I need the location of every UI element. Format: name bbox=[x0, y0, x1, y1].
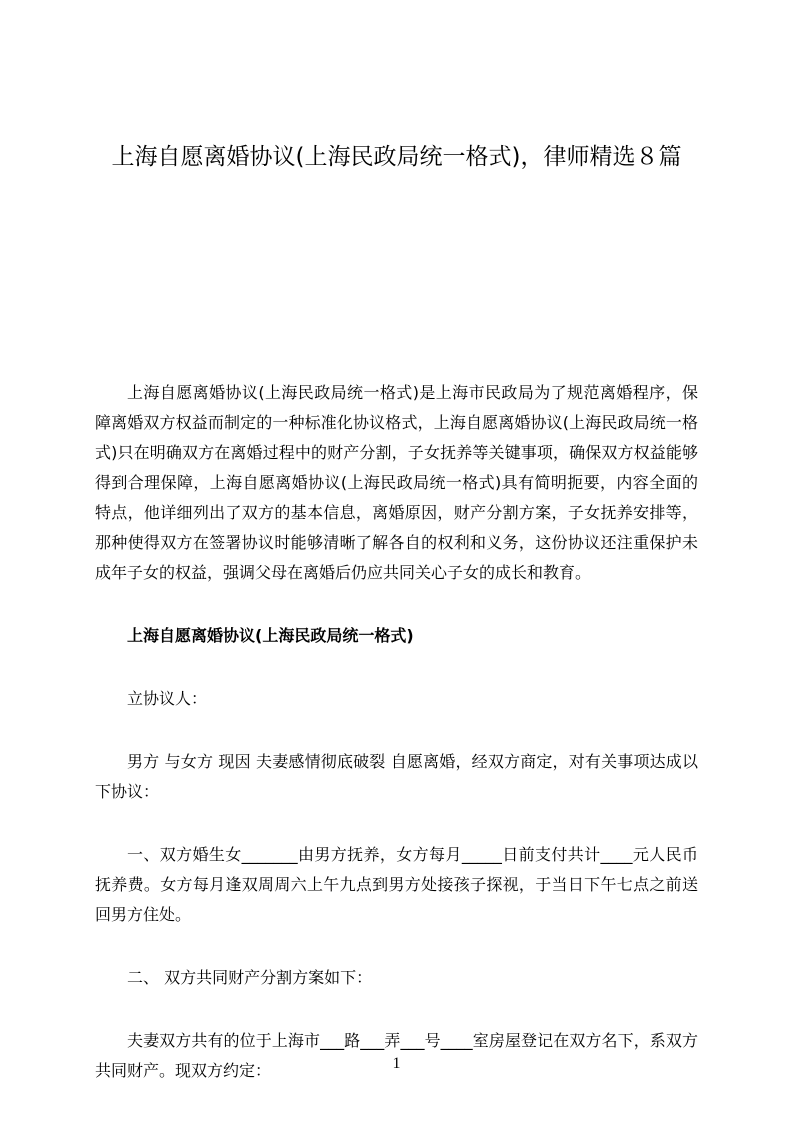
parties-label: 立协议人： bbox=[127, 689, 208, 708]
reason-paragraph: 男方 与女方 现因 夫妻感情彻底破裂 自愿离婚，经双方商定，对有关事项达成以下协议： bbox=[95, 752, 698, 801]
intro-paragraph: 上海自愿离婚协议(上海民政局统一格式)是上海市民政局为了规范离婚程序，保障离婚双方权益而制定的一种标准化协议格式，上海自愿离婚协议(上海民政局统一格式)只在明确双方在离婚过程中的财产分割，子女抚养等关键事项，确保双方权益能够得到合理保障，上海自愿离婚协议(上海民政局统一格式)具有简明扼要，内容全面的特点，他详细列出了双方的基本信息，离婚原因，财产分割方案，子女抚养安排等，那种使得双方在签署协议时能够清晰了解各自的权利和义务，这份协议还注重保护未成年子女的权益，强调父母在离婚后仍应共同关心子女的成长和教育。 bbox=[95, 383, 698, 582]
child-custody-paragraph: 一、双方婚生女_______由男方抚养，女方每月_____日前支付共计____元人民币抚养费。女方每月逢双周周六上午九点到男方处接孩子探视，于当日下午七点之前送回男方住处。 bbox=[95, 845, 698, 924]
page-title: 上海自愿离婚协议(上海民政局统一格式)，律师精选８篇 bbox=[111, 144, 682, 170]
property-heading: 二、 双方共同财产分割方案如下： bbox=[127, 968, 373, 987]
property-paragraph: 夫妻双方共有的位于上海市___路___弄___号____室房屋登记在双方名下，系双方共同财产。现双方约定： bbox=[95, 1031, 698, 1080]
page-number: 1 bbox=[392, 1055, 401, 1072]
document-body bbox=[95, 378, 698, 1086]
section-heading: 上海自愿离婚协议(上海民政局统一格式) bbox=[127, 626, 414, 645]
